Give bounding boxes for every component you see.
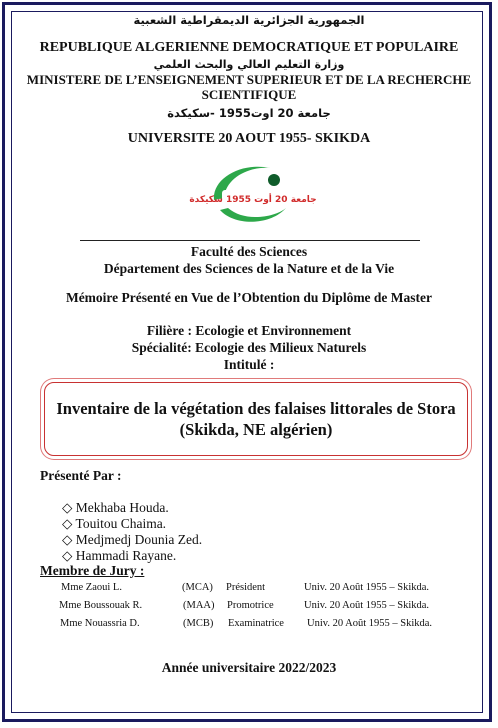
jury-name: Mme Zaoui L. bbox=[61, 582, 122, 593]
jury-role: Promotrice bbox=[227, 600, 274, 611]
republic-heading: REPUBLIQUE ALGERIENNE DEMOCRATIQUE ET POPULAIRE bbox=[39, 40, 459, 55]
jury-label: Membre de Jury : bbox=[40, 563, 145, 578]
jury-university: Univ. 20 Août 1955 – Skikda. bbox=[304, 600, 430, 611]
thesis-title-line1: Inventaire de la végétation des falaises littorales de Stora bbox=[56, 399, 456, 418]
jury-grade: (MCA) bbox=[182, 582, 213, 593]
jury-grade: (MAA) bbox=[183, 600, 215, 611]
arabic-ministry-heading: وزارة التعليم العالي والبحث العلمي bbox=[153, 58, 345, 71]
jury-university: Univ. 20 Août 1955 – Skikda. bbox=[307, 618, 433, 629]
intitule-label: Intitulé : bbox=[223, 357, 275, 372]
jury-name: Mme Boussouak R. bbox=[59, 600, 143, 611]
thesis-title-box bbox=[44, 382, 468, 456]
arabic-republic-heading: الجمهورية الجزائرية الديمقراطية الشعبية bbox=[133, 13, 365, 27]
student-item: ◇ Touitou Chaima. bbox=[62, 516, 167, 531]
jury-university: Univ. 20 Août 1955 – Skikda. bbox=[304, 582, 430, 593]
academic-year: Année universitaire 2022/2023 bbox=[161, 660, 337, 675]
specialite: Spécialité: Ecologie des Milieux Naturels bbox=[131, 340, 367, 355]
jury-role: Président bbox=[226, 582, 266, 593]
ministry-heading-line1: MINISTERE DE L’ENSEIGNEMENT SUPERIEUR ET DE LA RECHERCHE bbox=[26, 72, 472, 87]
arabic-university-heading: جامعة 20 اوت1955 -سكيكدة bbox=[167, 106, 331, 120]
logo-text: جامعة 20 أوت 1955 سكيكدة bbox=[189, 195, 317, 205]
logo-green-lower-swoosh bbox=[220, 208, 286, 222]
university-logo bbox=[189, 160, 317, 230]
student-item: ◇ Mekhaba Houda. bbox=[62, 500, 169, 515]
university-heading: UNIVERSITE 20 AOUT 1955- SKIKDA bbox=[127, 131, 371, 146]
separator-line bbox=[80, 240, 420, 241]
student-item: ◇ Medjmedj Dounia Zed. bbox=[62, 532, 203, 547]
memoire-statement: Mémoire Présenté en Vue de l’Obtention du Diplôme de Master bbox=[65, 290, 433, 305]
department-name: Département des Sciences de la Nature et de la Vie bbox=[103, 261, 395, 276]
jury-name: Mme Nouassria D. bbox=[60, 618, 140, 629]
filiere: Filière : Ecologie et Environnement bbox=[146, 323, 352, 338]
thesis-title-line2: (Skikda, NE algérien) bbox=[179, 420, 333, 439]
jury-role: Examinatrice bbox=[228, 618, 284, 629]
logo-dot bbox=[268, 174, 280, 186]
faculty-name: Faculté des Sciences bbox=[190, 244, 308, 259]
presented-by-label: Présenté Par : bbox=[40, 468, 122, 483]
jury-grade: (MCB) bbox=[183, 618, 214, 629]
student-item: ◇ Hammadi Rayane. bbox=[62, 548, 177, 563]
ministry-heading-line2: SCIENTIFIQUE bbox=[201, 87, 297, 102]
